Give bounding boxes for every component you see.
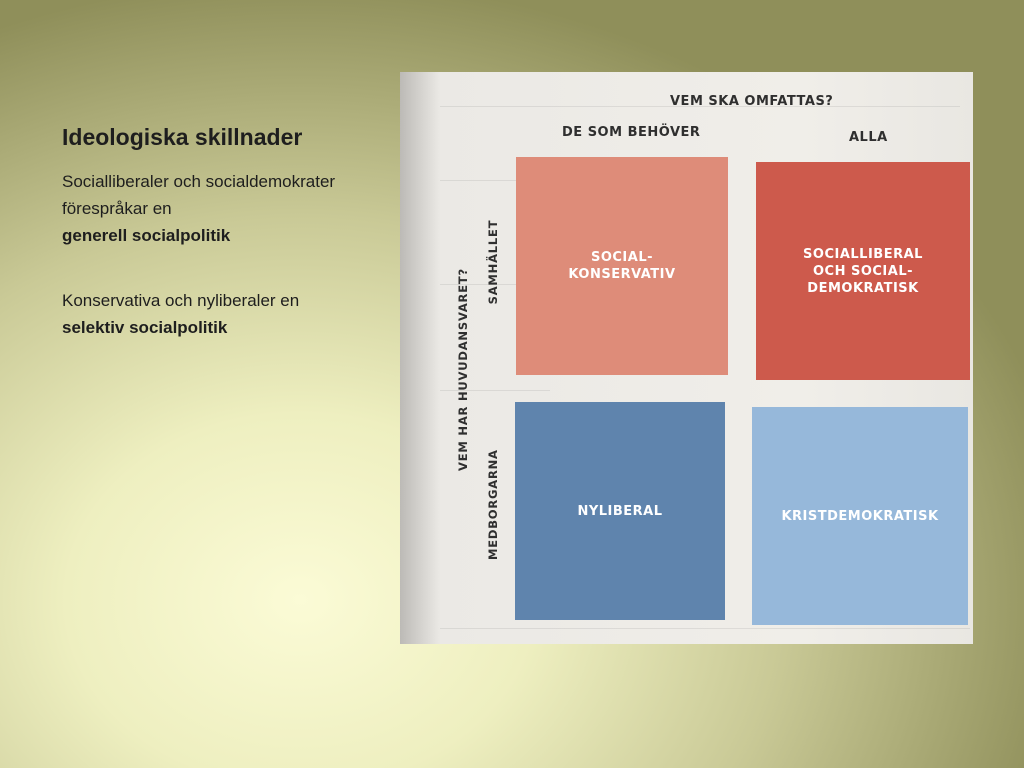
cell-kristdemokratisk-label: KRISTDEMOKRATISK	[781, 508, 939, 524]
cell-nyliberal-label: NYLIBERAL	[577, 503, 663, 519]
slide-title: Ideologiska skillnader	[62, 124, 303, 150]
cell-socialliberal-socialdemokratisk	[756, 162, 970, 380]
paragraph-selektiv	[62, 287, 382, 341]
paragraph-selektiv-text: Konservativa och nyliberaler en	[62, 291, 300, 310]
row-header-top: SAMHÄLLET	[486, 219, 500, 305]
paragraph-selektiv-bold: selektiv socialpolitik	[62, 318, 228, 337]
cell-nyliberal	[515, 402, 725, 620]
cell-socialkonservativ	[516, 157, 728, 375]
page-texture-line	[440, 628, 970, 629]
column-header-right: ALLA	[849, 130, 888, 145]
cell-kristdemokratisk	[752, 407, 968, 625]
paragraph-generell-text: Socialliberaler och socialdemokrater förespråkar en	[62, 172, 336, 218]
cell-socialliberal-label: SOCIALLIBERAL OCH SOCIAL- DEMOKRATISK	[803, 246, 923, 296]
column-header-left: DE SOM BEHÖVER	[562, 125, 701, 140]
cell-socialkonservativ-label: SOCIAL- KONSERVATIV	[568, 250, 676, 282]
paragraph-generell-bold: generell socialpolitik	[62, 226, 231, 245]
ideology-matrix-figure	[400, 72, 973, 644]
row-header-bottom: MEDBORGARNA	[486, 449, 500, 560]
top-header: VEM SKA OMFATTAS?	[670, 94, 834, 109]
side-header: VEM HAR HUVUDANSVARET?	[456, 268, 470, 471]
paragraph-generell	[62, 168, 382, 249]
